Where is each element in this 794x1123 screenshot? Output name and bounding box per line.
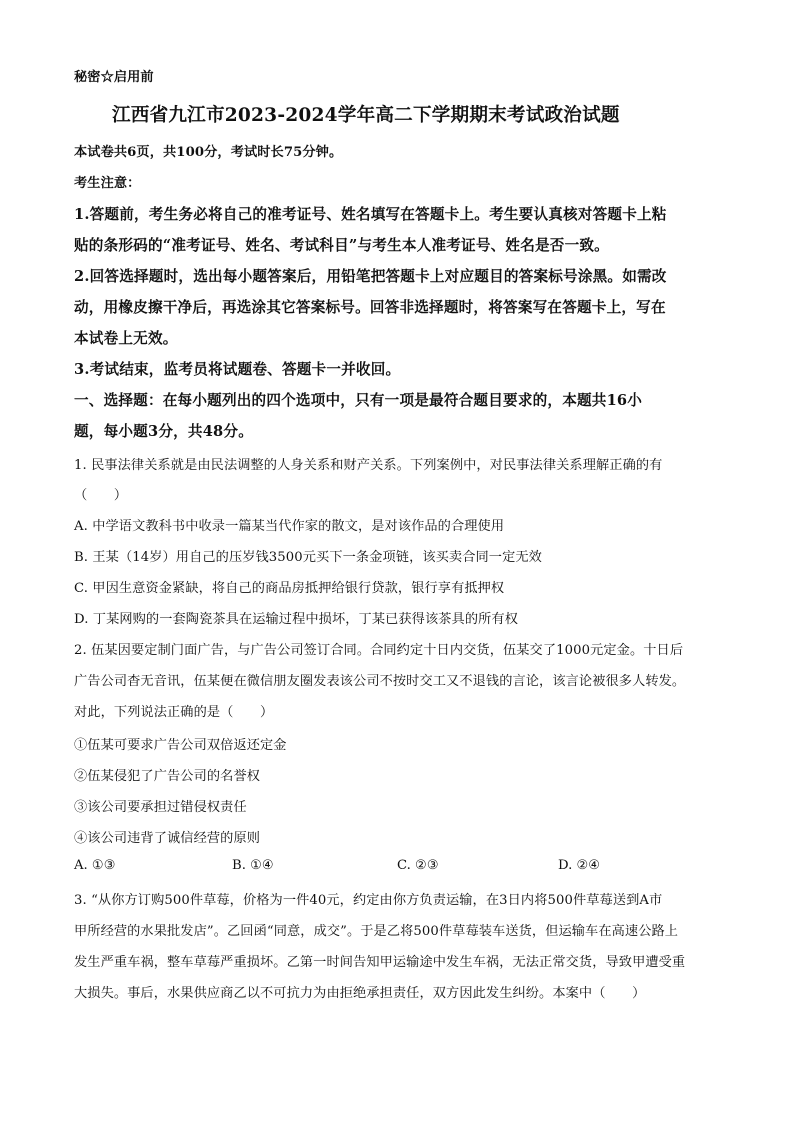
q2-stem-line2: 广告公司杳无音讯，伍某便在微信朋友圈发表该公司不按时交工又不退钱的言论，该言论被很多人转发。 xyxy=(74,674,686,689)
section1-heading-line1: 一、选择题：在每小题列出的四个选项中，只有一项是最符合题目要求的，本题共16小 xyxy=(74,392,643,409)
secret-mark: 秘密☆启用前 xyxy=(74,70,154,85)
notice-item3: 3.考试结束，监考员将试题卷、答题卡一并收回。 xyxy=(74,361,401,378)
section1-heading-line2: 题，每小题3分，共48分。 xyxy=(74,423,254,440)
q2-option-c: C. ②③ xyxy=(397,858,439,873)
q1-stem-line1: 1. 民事法律关系就是由民法调整的人身关系和财产关系。下列案例中，对民事法律关系理解正确的有 xyxy=(74,458,663,473)
q2-statement-4: ④该公司违背了诚信经营的原则 xyxy=(74,831,261,846)
notice-item1-line2: 贴的条形码的“准考证号、姓名、考试科目”与考生本人准考证号、姓名是否一致。 xyxy=(74,237,609,254)
q2-option-a: A. ①③ xyxy=(74,858,116,873)
q2-option-b: B. ①④ xyxy=(232,858,274,873)
q2-option-d: D. ②④ xyxy=(558,858,601,873)
page-title: 江西省九江市2023-2024学年高二下学期期末考试政治试题 xyxy=(112,105,620,126)
q1-option-a: A. 中学语文教科书中收录一篇某当代作家的散文，是对该作品的合理使用 xyxy=(74,519,505,534)
q2-stem-line3: 对此，下列说法正确的是（ ） xyxy=(74,705,274,720)
notice-item2-line1: 2.回答选择题时，选出每小题答案后，用铅笔把答题卡上对应题目的答案标号涂黑。如需改 xyxy=(74,268,667,285)
q1-option-c: C. 甲因生意资金紧缺，将自己的商品房抵押给银行贷款，银行享有抵押权 xyxy=(74,581,505,596)
notice-item2-line2: 动，用橡皮擦干净后，再选涂其它答案标号。回答非选择题时，将答案写在答题卡上，写在 xyxy=(74,299,666,316)
exam-info: 本试卷共6页，共100分，考试时长75分钟。 xyxy=(74,145,343,160)
q1-option-b: B. 王某（14岁）用自己的压岁钱3500元买下一条金项链，该买卖合同一定无效 xyxy=(74,550,542,565)
q3-stem-line3: 发生严重车祸，整车草莓严重损坏。乙第一时间告知甲运输途中发生车祸，无法正常交货，导致甲遭受重 xyxy=(74,955,686,970)
q3-stem-line4: 大损失。事后，水果供应商乙以不可抗力为由拒绝承担责任，双方因此发生纠纷。本案中（ ） xyxy=(74,986,646,1001)
notice-heading: 考生注意： xyxy=(74,176,141,191)
q1-option-d: D. 丁某网购的一套陶瓷茶具在运输过程中损坏，丁某已获得该茶具的所有权 xyxy=(74,612,518,627)
q3-stem-line1: 3. “从你方订购500件草莓，价格为一件40元，约定由你方负责运输，在3日内将500件草莓送到A市 xyxy=(74,893,663,908)
q2-stem-line1: 2. 伍某因要定制门面广告，与广告公司签订合同。合同约定十日内交货，伍某交了1000元定金。十日后 xyxy=(74,643,684,658)
q1-stem-line2: （ ） xyxy=(74,488,128,503)
notice-item2-line3: 本试卷上无效。 xyxy=(74,330,178,347)
q2-statement-3: ③该公司要承担过错侵权责任 xyxy=(74,800,247,815)
q2-statement-1: ①伍某可要求广告公司双倍返还定金 xyxy=(74,738,287,753)
q2-statement-2: ②伍某侵犯了广告公司的名誉权 xyxy=(74,769,261,784)
notice-item1-line1: 1.答题前，考生务必将自己的准考证号、姓名填写在答题卡上。考生要认真核对答题卡上粘 xyxy=(74,206,667,223)
q3-stem-line2: 甲所经营的水果批发店”。乙回函“同意，成交”。于是乙将500件草莓装车送货，但运输车在高速公路上 xyxy=(74,924,679,939)
